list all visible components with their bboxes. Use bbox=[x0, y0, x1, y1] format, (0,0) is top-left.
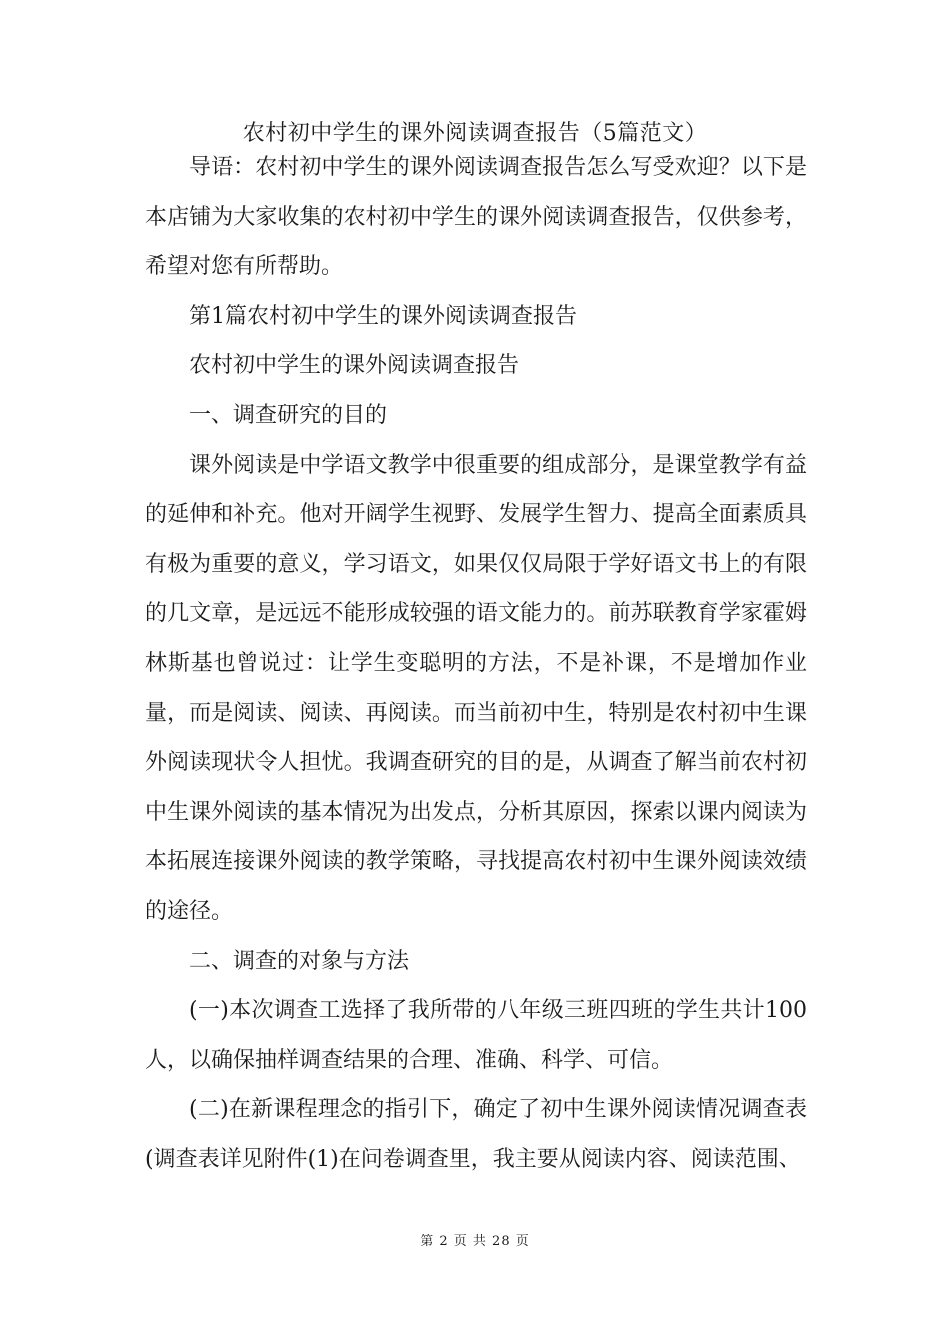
report-subtitle: 农村初中学生的课外阅读调查报告 bbox=[189, 353, 520, 379]
document-body bbox=[145, 143, 807, 1184]
purpose-paragraph: 课外阅读是中学语文教学中很重要的组成部分，是课堂教学有益的延伸和补充。他对开阔学生视野、发展学生智力、提高全面素质具有极为重要的意义，学习语文，如果仅仅局限于学好语文书上的有限的几文章，是远远不能形成较强的语文能力的。前苏联教育学家霍姆林斯基也曾说过：让学生变聪明的方法，不是补课，不是增加作业量，而是阅读、阅读、再阅读。而当前初中生，特别是农村初中生课外阅读现状令人担忧。我调查研究的目的是，从调查了解当前农村初中生课外阅读的基本情况为出发点，分析其原因，探索以课内阅读为本拓展连接课外阅读的教学策略，寻找提高农村初中生课外阅读效绩的途径。 bbox=[145, 452, 807, 924]
document-title: 农村初中学生的课外阅读调查报告（5篇范文） bbox=[242, 121, 708, 146]
method-paragraph-2: (二)在新课程理念的指引下，确定了初中生课外阅读情况调查表(调查表详见附件(1)在问卷调查里，我主要从阅读内容、阅读范围、 bbox=[145, 1097, 807, 1172]
method-paragraph-1: (一)本次调查工选择了我所带的八年级三班四班的学生共计100人，以确保抽样调查结果的合理、准确、科学、可信。 bbox=[145, 998, 807, 1073]
section-heading-method: 二、调查的对象与方法 bbox=[189, 948, 410, 974]
section-heading-part1: 第1篇农村初中学生的课外阅读调查报告 bbox=[189, 303, 577, 329]
page-number-footer: 第 2 页 共 28 页 bbox=[420, 1234, 530, 1249]
intro-paragraph: 导语：农村初中学生的课外阅读调查报告怎么写受欢迎？以下是本店铺为大家收集的农村初中学生的课外阅读调查报告，仅供参考，希望对您有所帮助。 bbox=[145, 155, 807, 280]
section-heading-purpose: 一、调查研究的目的 bbox=[189, 402, 388, 428]
